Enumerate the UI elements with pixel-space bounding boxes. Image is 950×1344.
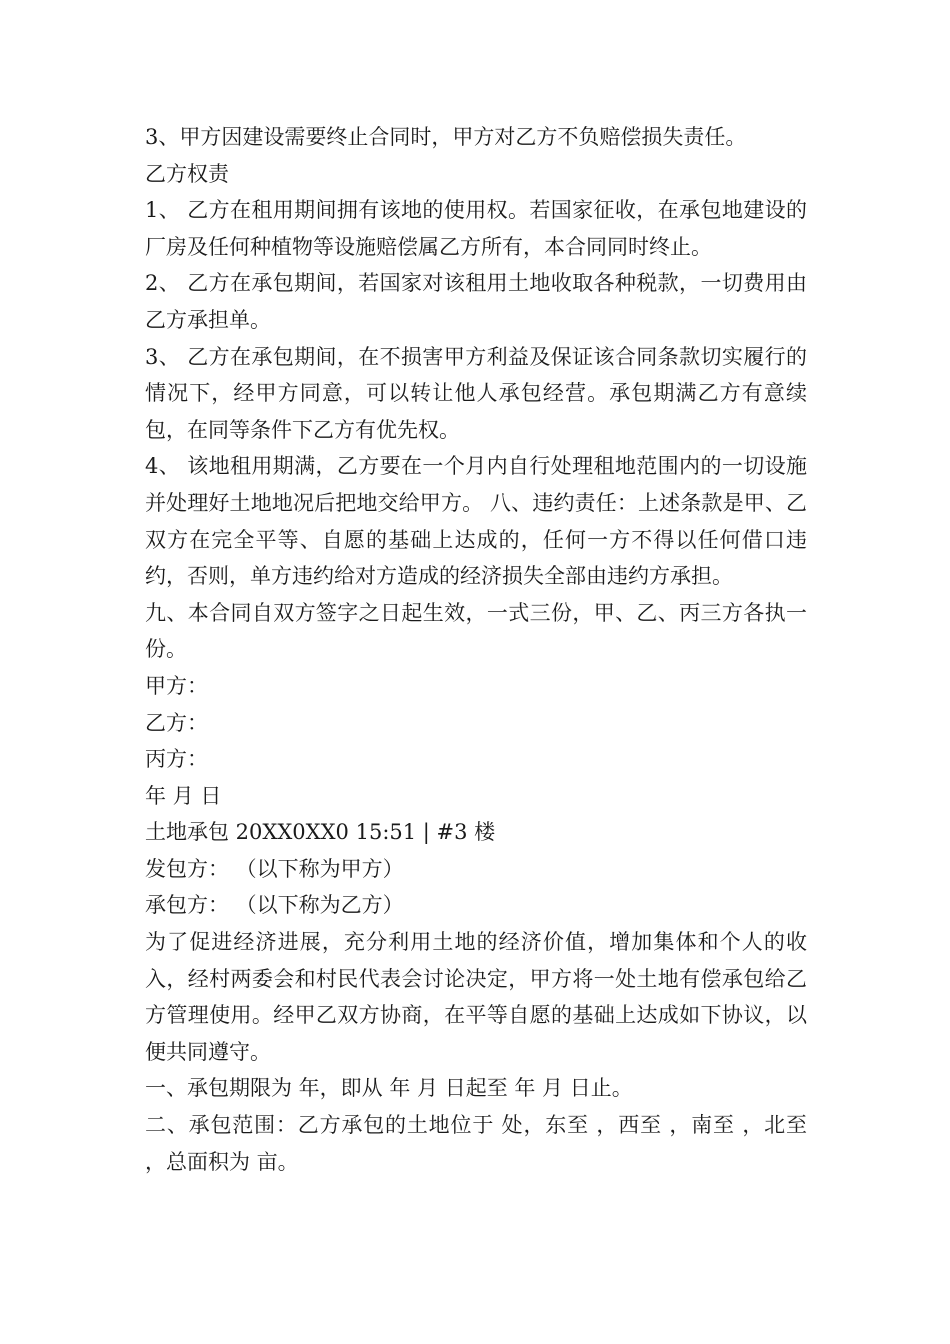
- clause-party-a-3: 3、甲方因建设需要终止合同时，甲方对乙方不负赔偿损失责任。: [145, 125, 747, 149]
- scope-clause: 二、承包范围：乙方承包的土地位于 处，东至 ，西至 ，南至 ，北至 ，总面积为 亩。: [145, 1113, 807, 1174]
- clause-party-b-1: 1、 乙方在租用期间拥有该地的使用权。若国家征收，在承包地建设的厂房及任何种植物等设施赔偿属乙方所有，本合同同时终止。: [145, 198, 807, 259]
- clause-party-b-2: 2、 乙方在承包期间，若国家对该租用土地收取各种税款，一切费用由乙方承担单。: [145, 271, 807, 332]
- document-body: [145, 119, 807, 1180]
- signature-party-a: 甲方：: [145, 673, 208, 698]
- clause-party-b-3: 3、 乙方在承包期间，在不损害甲方利益及保证该合同条款切实履行的情况下，经甲方同意，可以转让他人承包经营。承包期满乙方有意续包，在同等条件下乙方有优先权。: [145, 344, 807, 442]
- clause-effective: 九、本合同自双方签字之日起生效，一式三份，甲、乙、丙三方各执一份。: [145, 600, 807, 662]
- signature-party-c: 丙方：: [145, 747, 208, 772]
- clause-party-b-4: 4、 该地租用期满，乙方要在一个月内自行处理租地范围内的一切设施并处理好土地地况后把地交给甲方。 八、违约责任：上述条款是甲、乙双方在完全平等、自愿的基础上达成的，任何一方不得以任何借口违约，否则，单方违约给对方造成的经济损失全部由违约方承担。: [145, 454, 807, 589]
- contractor-line: 承包方： （以下称为乙方）: [145, 893, 404, 918]
- issuer-line: 发包方： （以下称为甲方）: [145, 856, 404, 881]
- signature-date: 年 月 日: [145, 783, 222, 808]
- preamble: 为了促进经济进展，充分利用土地的经济价值，增加集体和个人的收入，经村两委会和村民代表会讨论决定，甲方将一处土地有偿承包给乙方管理使用。经甲乙双方协商，在平等自愿的基础上达成如下协议，以便共同遵守。: [145, 930, 807, 1064]
- term-clause: 一、承包期限为 年，即从 年 月 日起至 年 月 日止。: [145, 1076, 633, 1101]
- signature-party-b: 乙方：: [145, 710, 208, 735]
- section-heading-party-b-rights: 乙方权责: [145, 161, 229, 186]
- post-header: 土地承包 20XX0XX0 15:51 | #3 楼: [145, 820, 496, 845]
